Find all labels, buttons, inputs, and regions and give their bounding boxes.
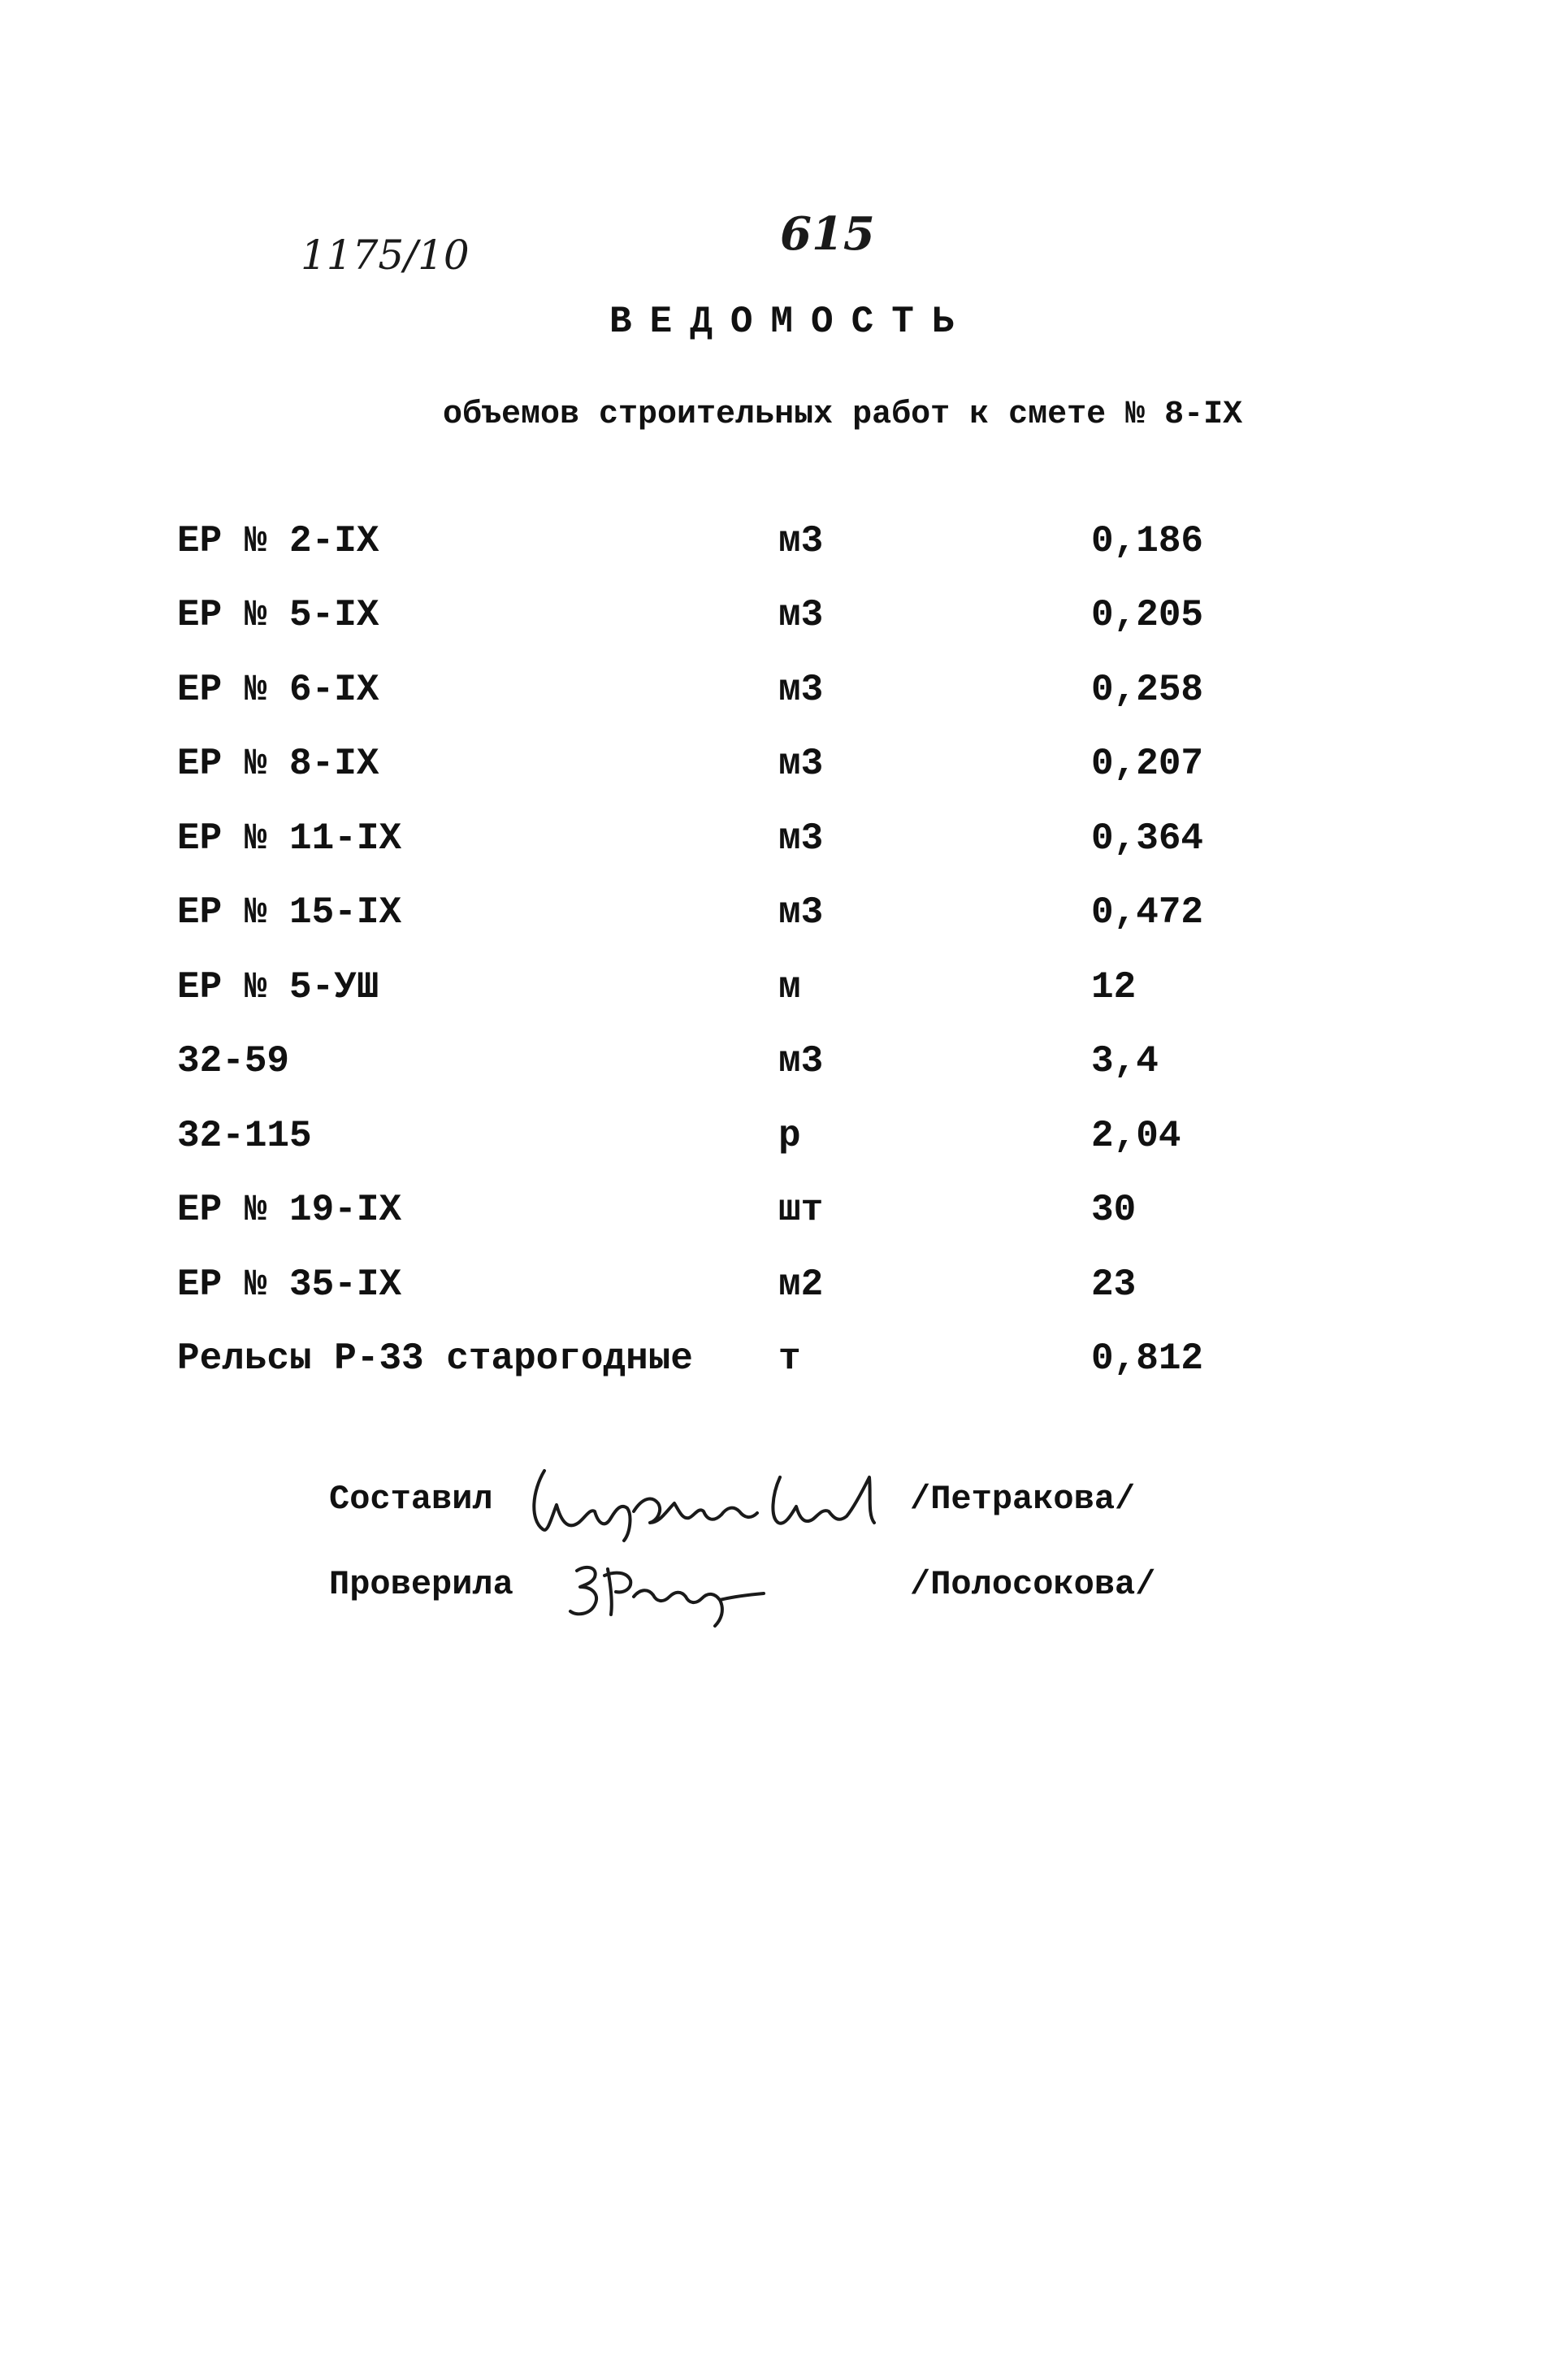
compiled-by-line bbox=[329, 1454, 1135, 1544]
table-row bbox=[177, 801, 1396, 876]
work-code: ЕР № 5-IX bbox=[177, 594, 379, 637]
unit: м3 bbox=[778, 668, 824, 711]
work-code: ЕР № 15-IX bbox=[177, 891, 402, 934]
checker-name: /Полосокова/ bbox=[910, 1565, 1156, 1604]
quantity: 0,364 bbox=[1091, 817, 1204, 860]
reference-number: 1175/10 bbox=[301, 232, 470, 279]
work-code: ЕР № 11-IX bbox=[177, 817, 402, 860]
checked-by-label: Проверила bbox=[329, 1565, 513, 1604]
unit: м3 bbox=[778, 743, 824, 786]
compiled-by-label: Составил bbox=[329, 1480, 493, 1519]
document-title: ВЕДОМОСТЬ bbox=[609, 301, 973, 343]
quantity: 0,186 bbox=[1091, 519, 1204, 562]
quantity: 12 bbox=[1091, 965, 1137, 1008]
quantity: 0,207 bbox=[1091, 743, 1204, 786]
table-row bbox=[177, 1099, 1396, 1173]
table-row bbox=[177, 504, 1396, 579]
table-row bbox=[177, 727, 1396, 802]
quantity: 2,04 bbox=[1091, 1114, 1181, 1157]
quantity: 30 bbox=[1091, 1189, 1137, 1232]
unit: м3 bbox=[778, 817, 824, 860]
compiler-signature bbox=[520, 1454, 910, 1544]
work-code: ЕР № 8-IX bbox=[177, 743, 379, 786]
work-code: ЕР № 6-IX bbox=[177, 668, 379, 711]
unit: м3 bbox=[778, 891, 824, 934]
compiler-name: /Петракова/ bbox=[910, 1480, 1136, 1519]
work-code: Рельсы Р-33 старогодные bbox=[177, 1337, 693, 1381]
unit: м3 bbox=[778, 1040, 824, 1083]
table-row bbox=[177, 1025, 1396, 1099]
page-number: 615 bbox=[780, 207, 875, 261]
unit: м2 bbox=[778, 1263, 824, 1306]
quantity: 0,205 bbox=[1091, 594, 1204, 637]
quantity: 3,4 bbox=[1091, 1040, 1159, 1083]
unit: р bbox=[778, 1114, 801, 1157]
checker-signature bbox=[520, 1540, 910, 1629]
work-code: ЕР № 35-IX bbox=[177, 1263, 402, 1306]
quantity: 0,258 bbox=[1091, 668, 1204, 711]
work-code: ЕР № 5-УШ bbox=[177, 965, 379, 1008]
work-code: 32-115 bbox=[177, 1114, 312, 1157]
unit: м3 bbox=[778, 519, 824, 562]
table-row bbox=[177, 1322, 1396, 1397]
works-table bbox=[177, 504, 1396, 1396]
unit: т bbox=[778, 1337, 801, 1381]
table-row bbox=[177, 1247, 1396, 1322]
table-row bbox=[177, 579, 1396, 653]
work-code: 32-59 bbox=[177, 1040, 290, 1083]
table-row bbox=[177, 652, 1396, 727]
unit: м bbox=[778, 965, 801, 1008]
work-code: ЕР № 2-IX bbox=[177, 519, 379, 562]
document-subtitle: объемов строительных работ к смете № 8-IX bbox=[443, 397, 1243, 433]
checked-by-line bbox=[329, 1540, 1155, 1629]
quantity: 0,472 bbox=[1091, 891, 1204, 934]
work-code: ЕР № 19-IX bbox=[177, 1189, 402, 1232]
quantity: 23 bbox=[1091, 1263, 1137, 1306]
quantity: 0,812 bbox=[1091, 1337, 1204, 1381]
unit: м3 bbox=[778, 594, 824, 637]
table-row bbox=[177, 950, 1396, 1025]
table-row bbox=[177, 876, 1396, 951]
table-row bbox=[177, 1173, 1396, 1248]
unit: шт bbox=[778, 1189, 824, 1232]
